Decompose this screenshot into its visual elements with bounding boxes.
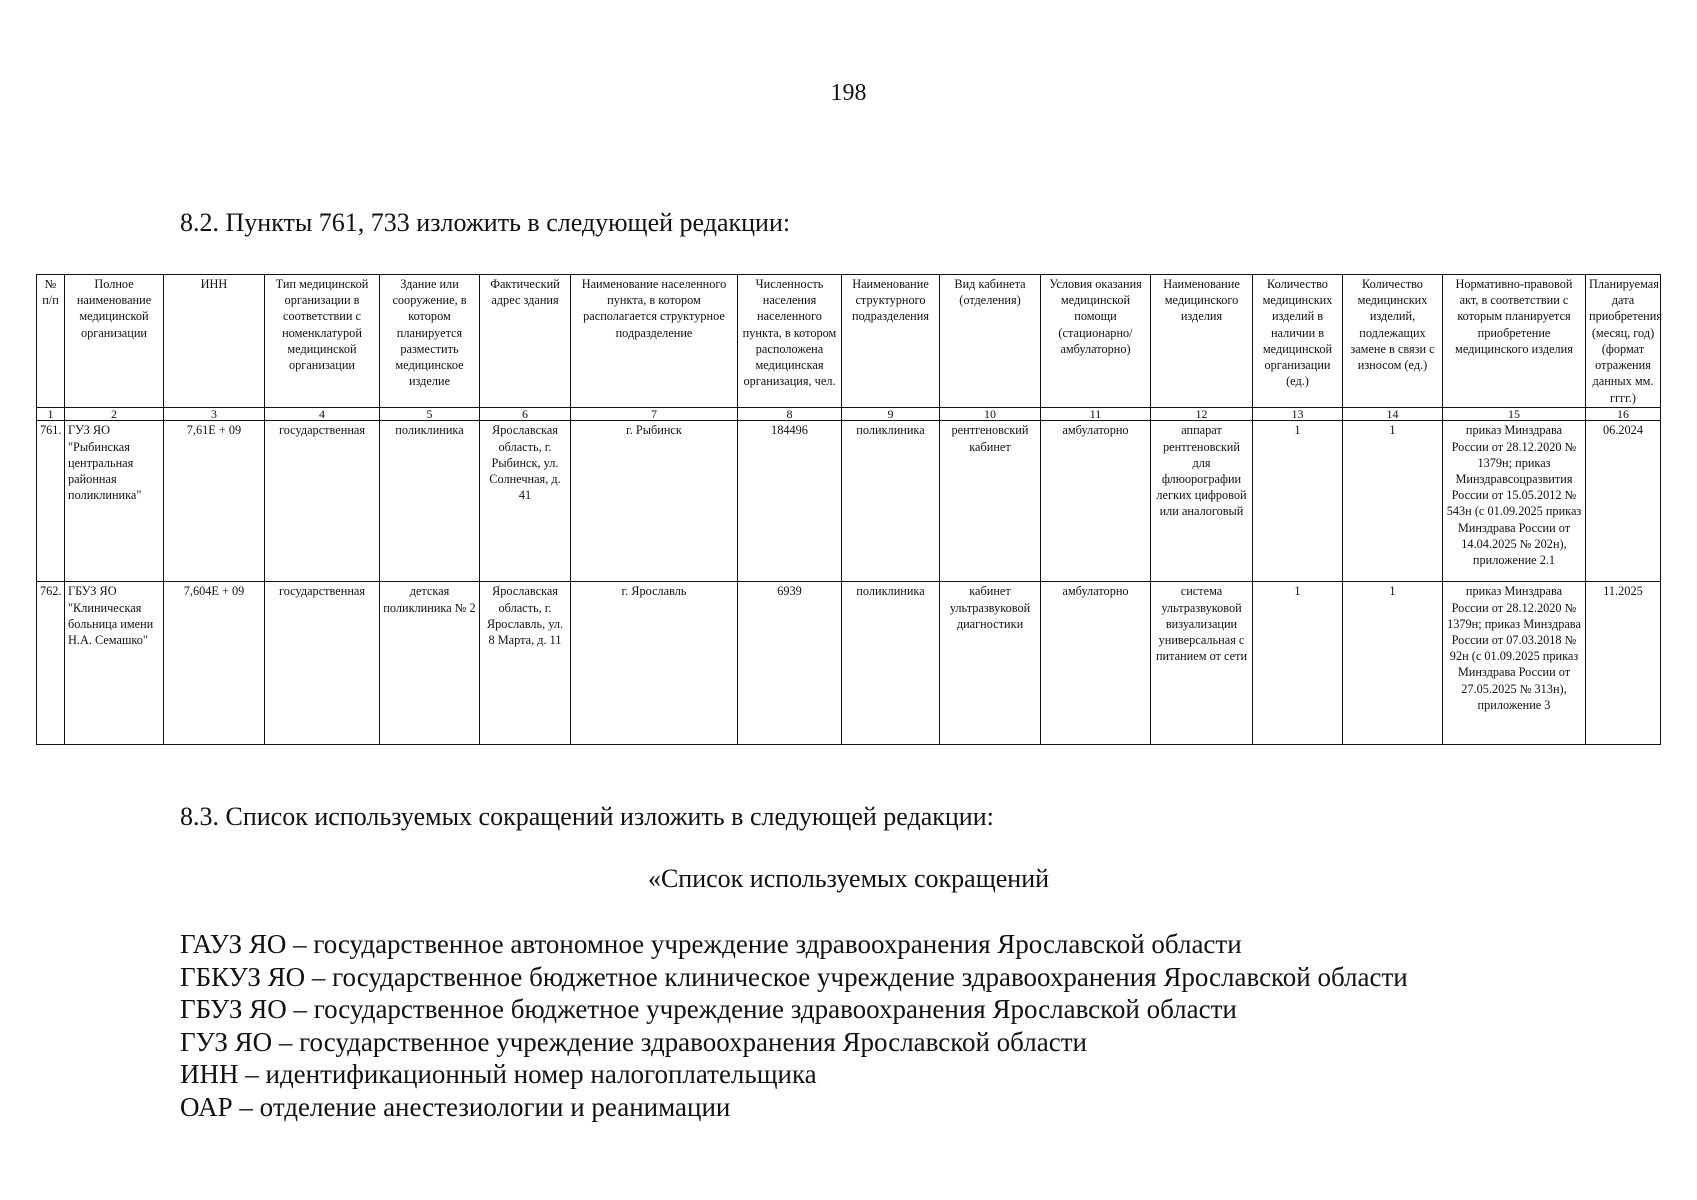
column-header: Численность населения населенного пункта, в котором расположена медицинская организация, чел. (738, 275, 842, 408)
page-number: 198 (830, 80, 867, 106)
cell-num: 762. (37, 582, 65, 745)
table-row (37, 421, 1661, 582)
column-number: 11 (1041, 407, 1151, 421)
column-number: 10 (940, 407, 1041, 421)
cell-date: 11.2025 (1586, 582, 1661, 745)
cell-qty-replace: 1 (1343, 421, 1443, 582)
section-heading-8-2: 8.2. Пункты 761, 733 изложить в следующей редакции: (180, 208, 791, 237)
column-number: 4 (265, 407, 380, 421)
cell-population: 6939 (738, 582, 842, 745)
list-item: ГБКУЗ ЯО – государственное бюджетное клиническое учреждение здравоохранения Ярославской области (180, 961, 1408, 992)
column-number: 6 (480, 407, 571, 421)
column-header: Нормативно-правовой акт, в соответствии с которым планируется приобретение медицинского изделия (1443, 275, 1586, 408)
column-header: Планируемая дата приобретения (месяц, год) (формат отражения данных мм. гггг.) (1586, 275, 1661, 408)
cell-inn: 7,61E + 09 (164, 421, 265, 582)
cell-org: ГУЗ ЯО "Рыбинская центральная районная поликлиника" (65, 421, 164, 582)
cell-conditions: амбулаторно (1041, 421, 1151, 582)
column-number: 5 (380, 407, 480, 421)
column-header: Наименование структурного подразделения (842, 275, 940, 408)
column-number: 7 (571, 407, 738, 421)
cell-cabinet: рентгеновский кабинет (940, 421, 1041, 582)
cell-locality: г. Рыбинск (571, 421, 738, 582)
cell-legal-act: приказ Минздрава России от 28.12.2020 № 1379н; приказ Минздравсоцразвития России от 15.05.2012 № 543н (с 01.09.2025 приказ Минздрава России от 14.04.2025 № 202н), приложение 2.1 (1443, 421, 1586, 582)
list-item: ГУЗ ЯО – государственное учреждение здравоохранения Ярославской области (180, 1026, 1087, 1057)
column-number-row (37, 407, 1661, 421)
column-header: Здание или сооружение, в котором планируется разместить медицинское изделие (380, 275, 480, 408)
cell-conditions: амбулаторно (1041, 582, 1151, 745)
cell-address: Ярославская область, г. Ярославль, ул. 8 Марта, д. 11 (480, 582, 571, 745)
column-header: Тип медицинской организации в соответствии с номенклатурой медицинской организации (265, 275, 380, 408)
abbreviations-list (180, 928, 1408, 1123)
column-number: 15 (1443, 407, 1586, 421)
cell-subdivision: поликлиника (842, 421, 940, 582)
column-header: Количество медицинских изделий, подлежащих замене в связи с износом (ед.) (1343, 275, 1443, 408)
column-header: Вид кабинета (отделения) (940, 275, 1041, 408)
cell-qty-available: 1 (1253, 582, 1343, 745)
cell-subdivision: поликлиника (842, 582, 940, 745)
cell-cabinet: кабинет ультразвуковой диагностики (940, 582, 1041, 745)
column-number: 8 (738, 407, 842, 421)
cell-num: 761. (37, 421, 65, 582)
cell-device: система ультразвуковой визуализации универсальная с питанием от сети (1151, 582, 1253, 745)
column-number: 13 (1253, 407, 1343, 421)
abbreviations-list-title: «Список используемых сокращений (647, 864, 1050, 893)
cell-type: государственная (265, 421, 380, 582)
cell-date: 06.2024 (1586, 421, 1661, 582)
column-number: 14 (1343, 407, 1443, 421)
cell-qty-available: 1 (1253, 421, 1343, 582)
column-header: Полное наименование медицинской организации (65, 275, 164, 408)
column-header: Количество медицинских изделий в наличии в медицинской организации (ед.) (1253, 275, 1343, 408)
cell-device: аппарат рентгеновский для флюорографии легких цифровой или аналоговый (1151, 421, 1253, 582)
cell-population: 184496 (738, 421, 842, 582)
cell-building: поликлиника (380, 421, 480, 582)
medical-devices-table (36, 274, 1661, 745)
list-item: ГБУЗ ЯО – государственное бюджетное учреждение здравоохранения Ярославской области (180, 994, 1237, 1024)
column-number: 9 (842, 407, 940, 421)
list-item: ОАР – отделение анестезиологии и реанимации (180, 1091, 731, 1122)
cell-legal-act: приказ Минздрава России от 28.12.2020 № 1379н; приказ Минздрава России от 07.03.2018 № 92н (с 01.09.2025 приказ Минздрава России от 27.05.2025 № 313н), приложение 3 (1443, 582, 1586, 745)
cell-inn: 7,604E + 09 (164, 582, 265, 745)
cell-type: государственная (265, 582, 380, 745)
column-number: 16 (1586, 407, 1661, 421)
column-header: Наименование населенного пункта, в котором располагается структурное подразделение (571, 275, 738, 408)
column-number: 1 (37, 407, 65, 421)
cell-qty-replace: 1 (1343, 582, 1443, 745)
column-number: 3 (164, 407, 265, 421)
list-item: ИНН – идентификационный номер налогоплательщика (180, 1059, 817, 1089)
column-header: ИНН (164, 275, 265, 408)
cell-org: ГБУЗ ЯО "Клиническая больница имени Н.А. Семашко" (65, 582, 164, 745)
column-header: Фактический адрес здания (480, 275, 571, 408)
cell-address: Ярославская область, г. Рыбинск, ул. Солнечная, д. 41 (480, 421, 571, 582)
column-number: 2 (65, 407, 164, 421)
cell-building: детская поликлиника № 2 (380, 582, 480, 745)
column-number: 12 (1151, 407, 1253, 421)
cell-locality: г. Ярославль (571, 582, 738, 745)
column-header: Условия оказания медицинской помощи (стационарно/ амбулаторно) (1041, 275, 1151, 408)
column-header: № п/п (37, 275, 65, 408)
table-row (37, 582, 1661, 745)
table-header-row (37, 275, 1661, 408)
section-heading-8-3: 8.3. Список используемых сокращений изложить в следующей редакции: (180, 802, 994, 831)
column-header: Наименование медицинского изделия (1151, 275, 1253, 408)
list-item: ГАУЗ ЯО – государственное автономное учреждение здравоохранения Ярославской области (180, 929, 1242, 959)
